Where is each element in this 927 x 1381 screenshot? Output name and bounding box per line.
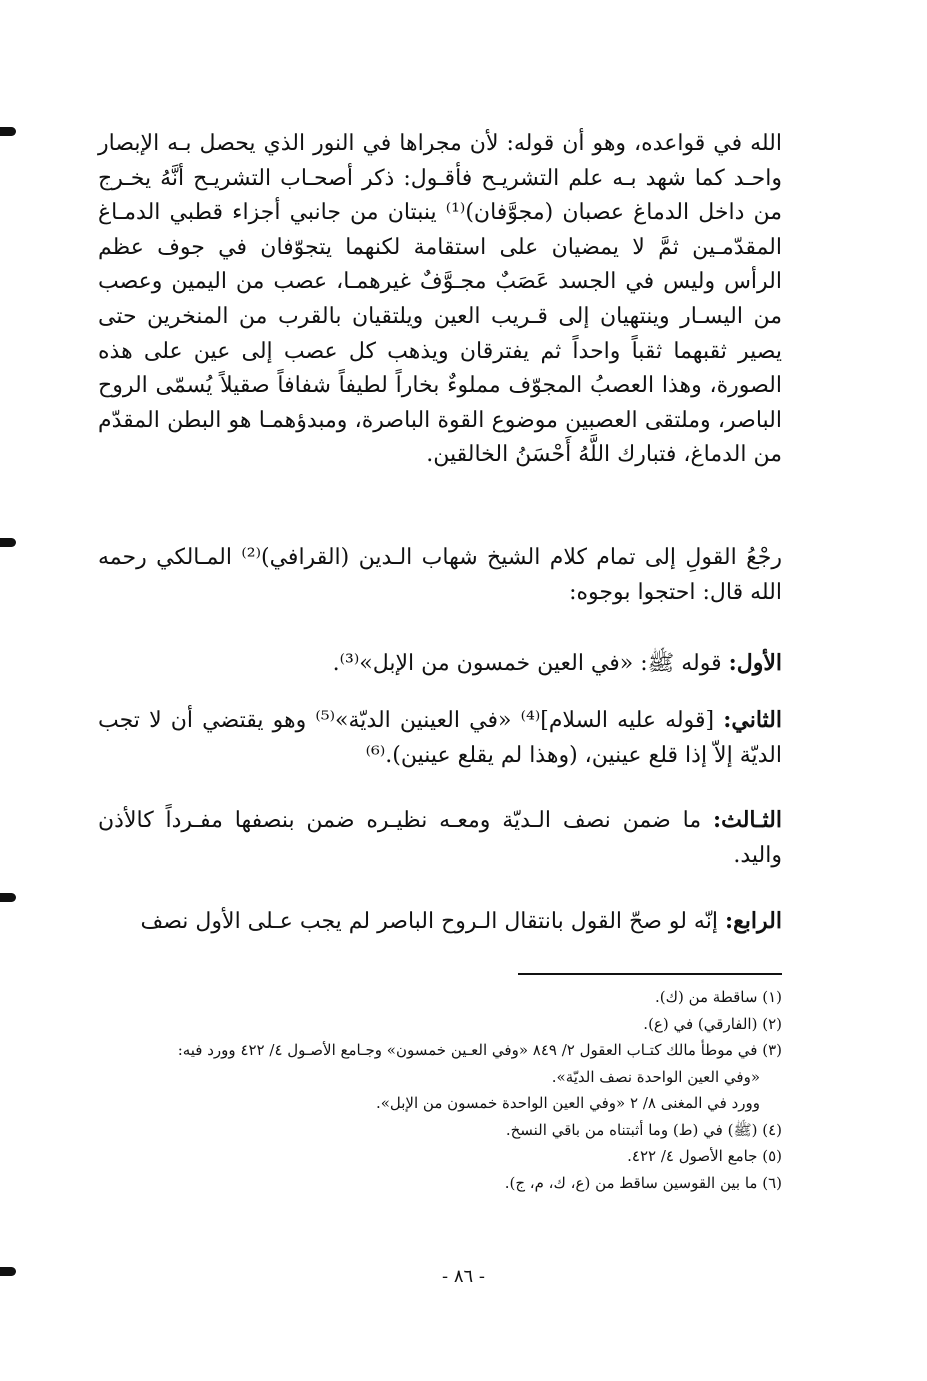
footnote-3-continuation: «وفي العين الواحدة نصف الديّة». (551, 1067, 760, 1086)
argument-second-text: [قوله عليه السلام]⁽⁴⁾ «في العينين الديّة»⁽⁵⁾ وهو يقتضي أن لا تجب الديّة إلاّ إذا قلع عينين، (وهذا لم يقلع عينين).⁽⁶⁾ (98, 708, 782, 768)
argument-first-text: قوله ﷺ: «في العين خمسون من الإبل»⁽³⁾. (332, 651, 729, 676)
paragraph-return-to-argument: رجْعُ القولِ إلى تمام كلام الشيخ شهاب الـدين (القرافي)⁽²⁾ المـالكي رحمه الله قال: احتجوا بوجوه: (98, 545, 783, 605)
argument-fourth-text: إنّه لو صحّ القول بانتقال الـروح الباصر لم يجب عـلى الأول نصف (140, 909, 725, 934)
argument-second (98, 703, 782, 773)
binding-mark (0, 893, 16, 902)
binding-mark (0, 538, 16, 547)
page-number: - ٨٦ - (442, 1266, 485, 1287)
argument-fourth (98, 904, 782, 940)
argument-fourth-heading: الرابع: (724, 908, 782, 934)
argument-second-heading: الثاني: (723, 707, 782, 733)
argument-third (98, 803, 782, 873)
argument-first (98, 646, 782, 682)
footnote-3-continuation: وورد في المغنى ٨/ ٢ «وفي العين الواحدة خمسون من الإبل». (375, 1094, 760, 1112)
footnote-6: (٦) ما بين القوسين ساقط من (ع، ك، م، ج). (504, 1173, 782, 1192)
argument-first-heading: الأول: (728, 650, 782, 676)
footnote-separator (518, 973, 782, 975)
paragraph-anatomy: الله في قواعده، وهو أن قوله: لأن مجراها في النور الذي يحصل بـه الإبصار واحـد كما شهد بـه علم التشريـح فأقـول: ذكر أصحـاب التشريـح أنَّهُ يخـرج من داخل الدماغ عصبان (مجوَّفان)⁽¹⁾ ينبتان من جانبي أجزاء قطبي الدمـاغ المقدّمـين ثمَّ لا يمضيان على استقامة لكنهما يتجوّفان في جوف عظم الرأس وليس في الجسد عَصَبٌ مجـوَّفٌ غيرهمـا، عصب من اليمين وعصب من اليسـار وينتهيان إلى قـريب العين ويلتقيان بالقرب من المنخرين حتى يصير ثقبهما ثقباً واحداً ثم يفترقان ويذهب كل عصب إلى عين على هذه الصورة، وهذا العصبُ المجوّف مملوءٌ بخاراً لطيفاً شفافاً صقيلاً يُسمّى الروح الباصر، وملتقى العصبين موضوع القوة الباصرة، ومبدؤهمـا هو البطن المقدّم من الدماغ، فتبارك اللَّهُ أَحْسَنُ الخالقين. (98, 131, 783, 468)
footnotes-list (98, 984, 782, 1196)
main-paragraph (98, 127, 782, 473)
footnote-5: (٥) جامع الأصول ٤/ ٤٢٢. (627, 1147, 782, 1165)
footnote-2: (٢) (الفارقي) في (ع). (643, 1014, 782, 1033)
footnote-4: (٤) (ﷺ) في (ط) وما أثبتناه من باقي النسخ. (505, 1120, 782, 1139)
binding-mark (0, 127, 16, 136)
footnote-3: (٣) في موطأ مالك كتـاب العقول ٢/ ٨٤٩ «وفي العـين خمسون» وجـامع الأصـول ٤/ ٤٢٢ وورد فيه: (177, 1041, 782, 1059)
argument-third-heading: الثـالث: (712, 807, 782, 833)
footnote-1: (١) ساقطة من (ك). (654, 988, 782, 1006)
argument-third-text: ما ضمن نصف الـديّة ومعـه نظيـره ضمن بنصفها مفـرداً كالأذن واليد. (98, 808, 782, 868)
